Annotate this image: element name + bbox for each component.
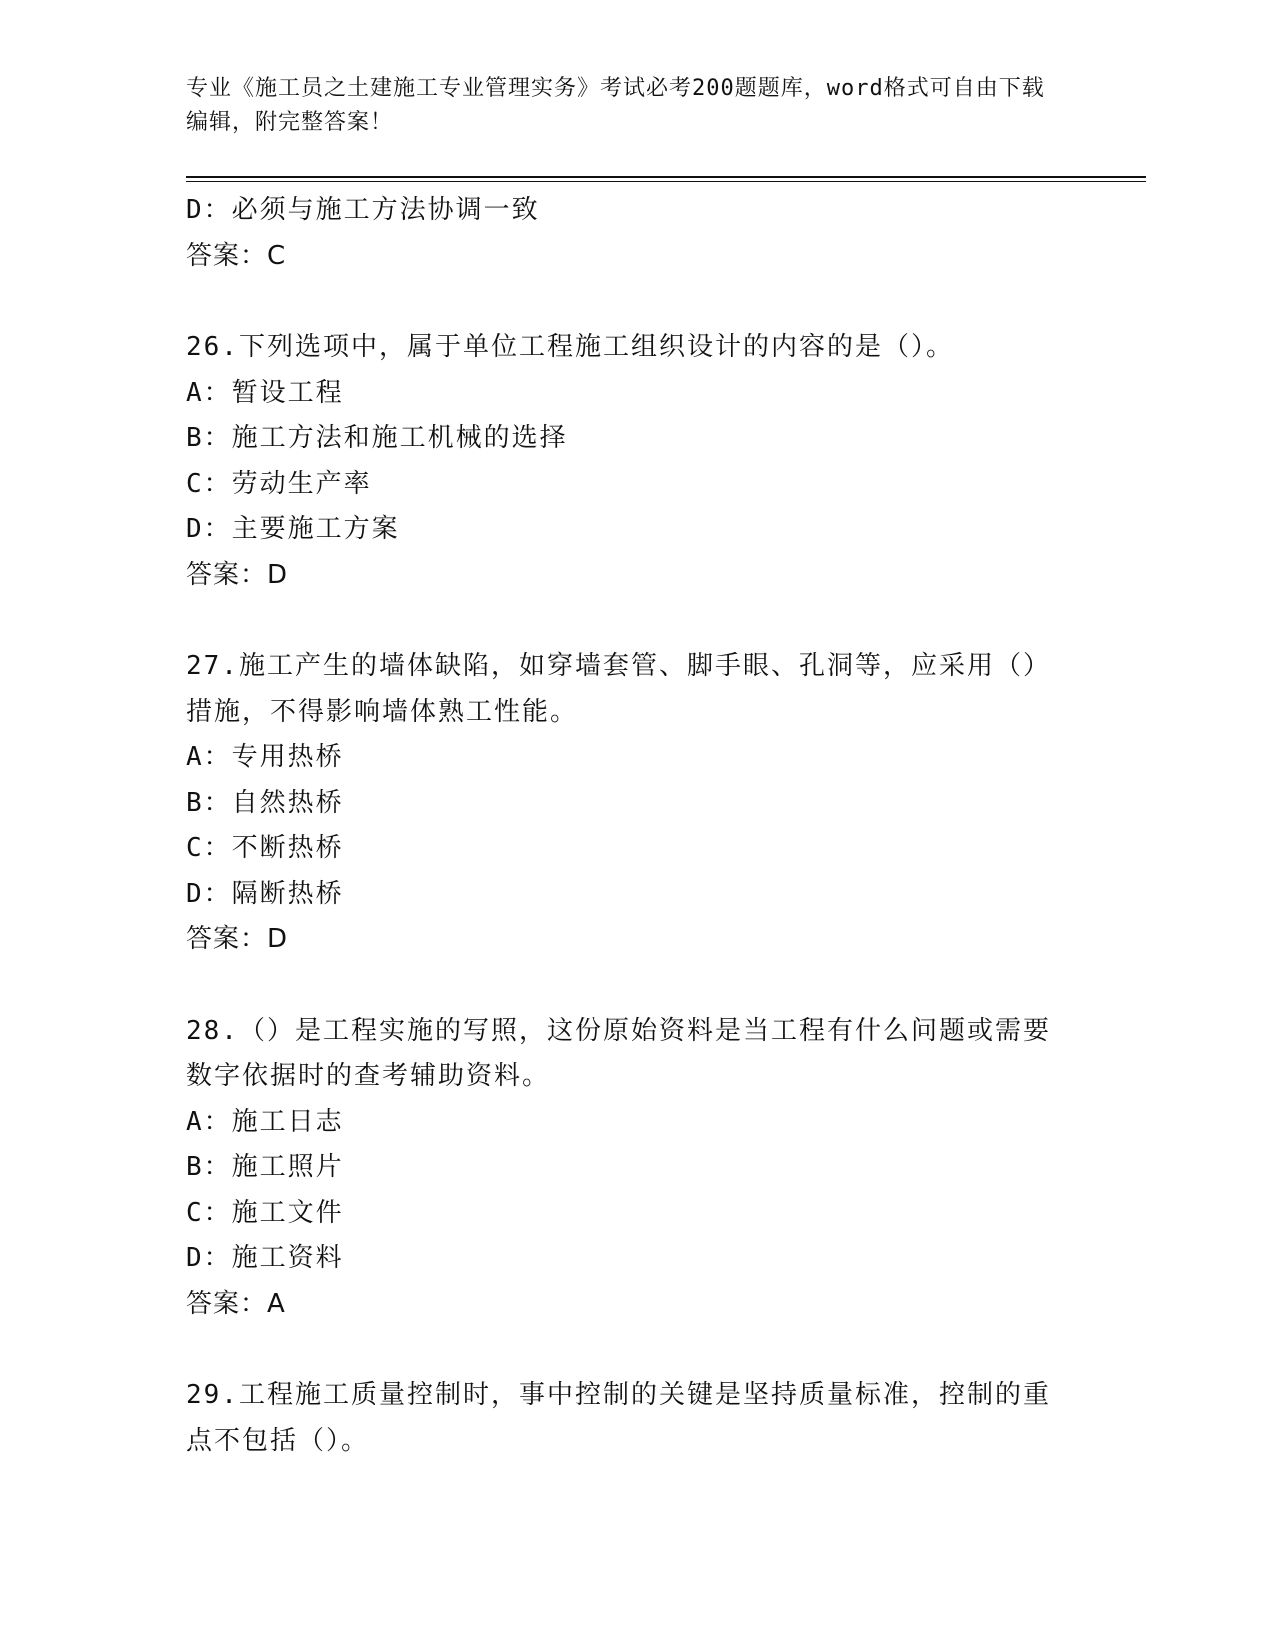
question-27-option-a: A：专用热桥	[186, 742, 344, 772]
question-26-option-d: D：主要施工方案	[186, 514, 400, 544]
header-rule-thin	[186, 181, 1146, 182]
header-rule-thick	[186, 176, 1146, 178]
document-header: 专业《施工员之土建施工专业管理实务》考试必考200题题库，word格式可自由下载编辑，附完整答案！	[186, 76, 1045, 135]
question-28-option-d: D：施工资料	[186, 1243, 344, 1273]
option-d-continued: D：必须与施工方法协调一致	[186, 195, 540, 225]
question-27-option-c: C：不断热桥	[186, 833, 344, 863]
spacer	[186, 963, 1086, 1009]
spacer	[186, 1327, 1086, 1373]
question-26-stem: 26.下列选项中，属于单位工程施工组织设计的内容的是（）。	[186, 332, 954, 362]
question-28-option-c: C：施工文件	[186, 1197, 344, 1228]
question-26-option-b: B：施工方法和施工机械的选择	[186, 423, 568, 453]
question-26-option-c: C：劳动生产率	[186, 468, 372, 499]
question-27-option-d: D：隔断热桥	[186, 878, 344, 909]
question-27-stem: 27.施工产生的墙体缺陷，如穿墙套管、脚手眼、孔洞等，应采用（）措施，不得影响墙体熟工性能。	[186, 651, 1051, 727]
question-content	[186, 188, 1086, 1464]
question-28-option-b: B：施工照片	[186, 1152, 344, 1182]
spacer	[186, 279, 1086, 325]
question-29-stem: 29.工程施工质量控制时，事中控制的关键是坚持质量标准，控制的重点不包括（）。	[186, 1380, 1051, 1456]
answer-continued: 答案：C	[186, 240, 287, 271]
question-28-answer: 答案：A	[186, 1288, 286, 1319]
question-26-answer: 答案：D	[186, 559, 289, 590]
question-28-stem: 28.（）是工程实施的写照，这份原始资料是当工程有什么问题或需要数字依据时的查考辅助资料。	[186, 1015, 1051, 1091]
question-26-option-a: A：暂设工程	[186, 377, 344, 408]
question-27-option-b: B：自然热桥	[186, 787, 344, 818]
question-27-answer: 答案：D	[186, 924, 289, 954]
spacer	[186, 598, 1086, 644]
question-28-option-a: A：施工日志	[186, 1106, 344, 1137]
